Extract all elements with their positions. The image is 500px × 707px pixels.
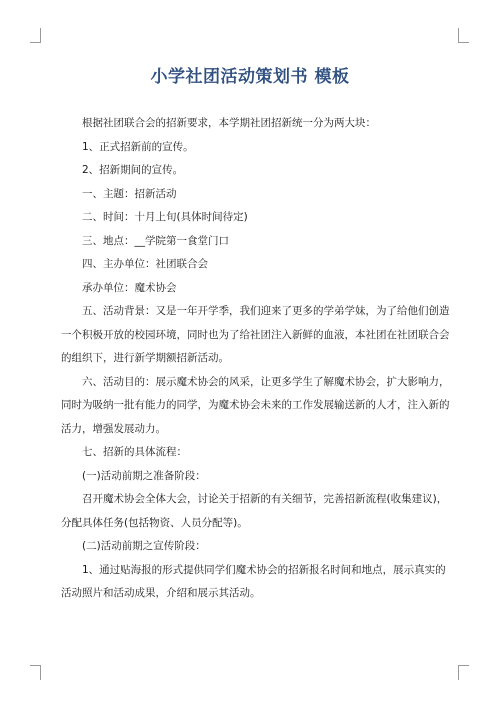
paragraph: 根据社团联合会的招新要求，本学期社团招新统一分为两大块： [82,117,376,129]
paragraph: 六、活动目的：展示魔术协会的风采，让更多学生了解魔术协会，扩大影响力， [82,375,450,388]
paragraph: 召开魔术协会全体大会，讨论关于招新的有关细节，完善招新流程(收集建议)， [82,493,448,505]
paragraph: 一个积极开放的校园环境，同时也为了给社团注入新鲜的血液，本社团在社团联合会 [61,328,450,341]
document-body [61,112,450,606]
paragraph: 四、主办单位：社团联合会 [82,258,208,270]
paragraph: 1、正式招新前的宣传。 [82,140,194,153]
paragraph: 七、招新的具体流程： [82,446,187,458]
paragraph: 活动照片和活动成果，介绍和展示其活动。 [61,587,261,599]
crop-mark-bottom-left [30,665,41,680]
document-title: 小学社团活动策划书 模板 [150,67,350,87]
paragraph: (二)活动前期之宣传阶段： [82,540,206,552]
paragraph: 一、主题：招新活动 [82,187,177,200]
paragraph: 活力，增强发展动力。 [61,422,166,435]
paragraph: 三、地点：__学院第一食堂门口 [82,234,229,247]
crop-mark-top-left [30,28,41,43]
paragraph: 二、时间：十月上旬(具体时间待定) [82,211,248,223]
paragraph: 的组织下，进行新学期额招新活动。 [61,352,229,364]
paragraph: 1、通过贴海报的形式提供同学们魔术协会的招新报名时间和地点，展示真实的 [82,563,446,576]
paragraph: 五、活动背景：又是一年开学季，我们迎来了更多的学弟学妹，为了给他们创造 [82,305,450,317]
paragraph: 承办单位：魔术协会 [82,281,177,294]
paragraph: 同时为吸纳一批有能力的同学，为魔术协会未来的工作发展输送新的人才，注入新的 [61,399,450,411]
crop-mark-bottom-right [458,665,469,680]
paragraph: 2、招新期间的宣传。 [82,164,184,176]
crop-mark-top-right [458,28,469,43]
paragraph: (一)活动前期之准备阶段： [82,469,206,482]
paragraph: 分配具体任务(包括物资、人员分配等)。 [61,516,248,529]
